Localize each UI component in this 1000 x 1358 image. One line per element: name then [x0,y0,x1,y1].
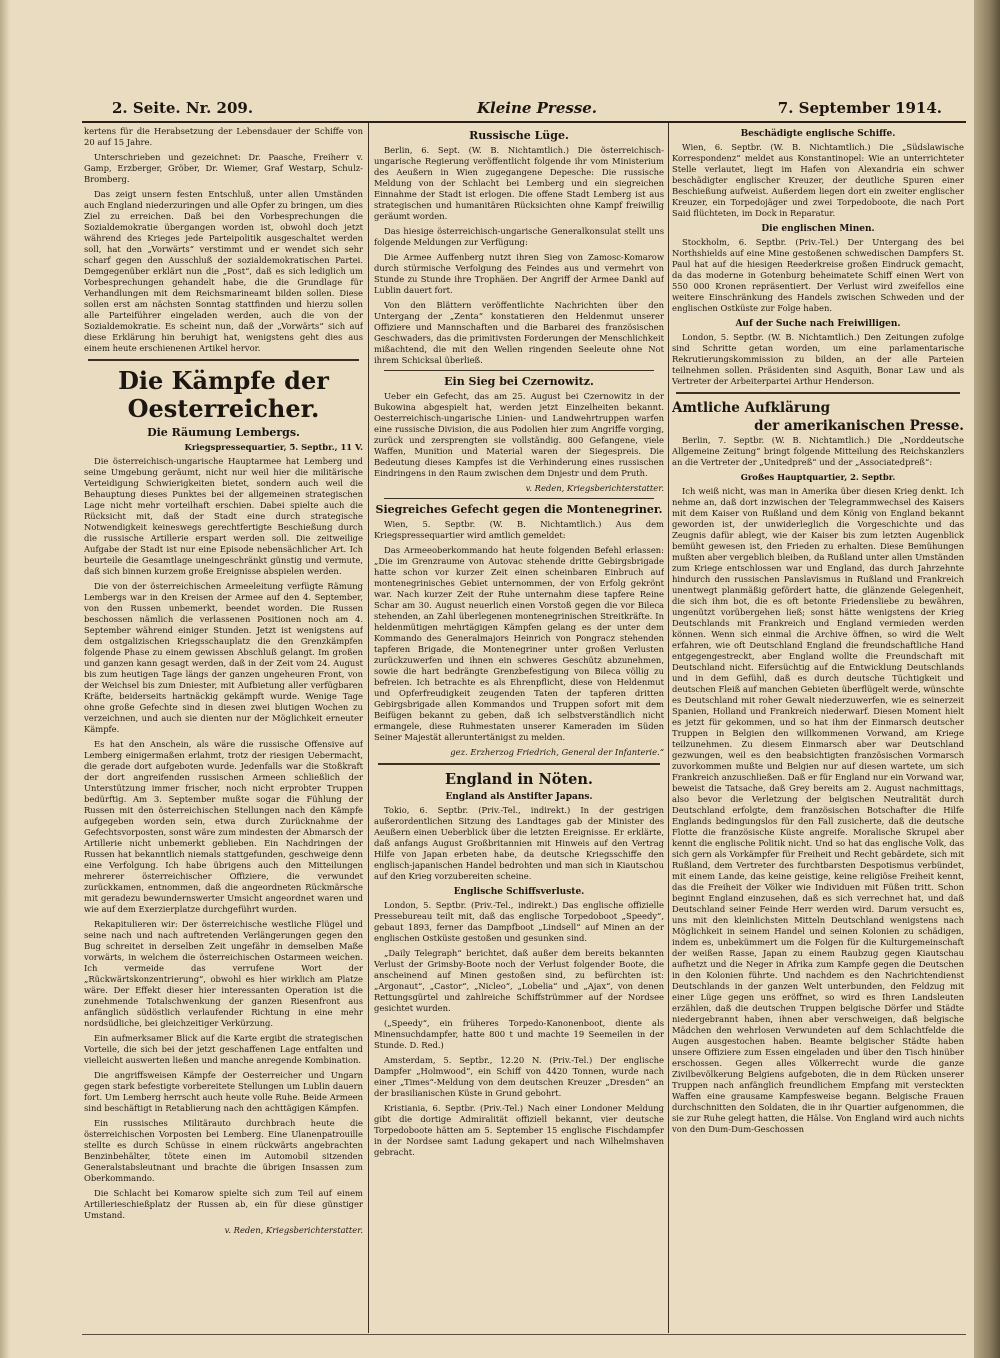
column-1 [84,126,363,1334]
article-text: kertens für die Herabsetzung der Lebensdauer der Schiffe von 20 auf 15 Jahre. [84,126,363,147]
masthead-title: Kleine Presse. [477,99,598,117]
article-text: London, 5. Septbr. (Priv.-Tel., indirekt.) Das englische offizielle Pressebureau teilt mit, daß das englische Torpedoboot „Speedy“, gebaut 1893, ferner das Dampfboot „Lindsell“ auf Minen an der englischen Ostküste gestoßen und gesunken sind. [374,900,664,943]
headline: Die Kämpfe der Oesterreicher. [118,366,329,423]
footer-rule [82,1334,966,1335]
article-text: Die angriffsweisen Kämpfe der Oesterreicher und Ungarn gegen stark befestigte vorbereitete Stellungen um Lublin dauern fort. Um Lemberg herrscht auch heute volle Ruhe. Beide Armeen sind beschäftigt in Retablierung nach den achttägigen Kämpfen. [84,1070,363,1113]
headline: Amtliche Aufklärung [672,400,831,416]
section-rule [378,763,660,765]
article-text: Rekapitulieren wir: Der österreichische westliche Flügel und seine nach und nach auftretenden Verlängerungen gegen den Bug schreitet in derselben Zeit ungefähr in demselben Maße vorwärts, in welchem die österreichischen Ostarmeen weichen. Ich vermeide das verrufene Wort der „Rückwärtskonzentrierung“, obwohl es hier wirklich am Platze wäre. Der Effekt dieser hier interessanten Operation ist die zunehmende Totalschwenkung der ganzen Riesenfront aus anfänglich südöstlich verlaufender Richtung in eine mehr nordsüdliche, bei gleichzeitiger Verkürzung. [84,919,363,1028]
headline: Beschädigte englische Schiffe. [740,129,896,139]
byline: v. Reden, Kriegsberichterstatter. [224,1225,363,1235]
article-text: Stockholm, 6. Septbr. (Priv.-Tel.) Der Untergang des bei Northshields auf eine Mine gestoßenen schwedischen Dampfers St. Paul hat auf die hiesigen Reederkreise großen Eindruck gemacht, da das moderne in Gotenburg beheimatete Schiff einen Wert von 550 000 Kronen repräsentiert. Der Verlust wird zweifellos eine weitere Einschränkung des Handels zwischen Schweden und der englischen Ostküste zur Folge haben. [672,237,964,313]
section-rule [88,359,359,361]
headline: Siegreiches Gefecht gegen die Montenegriner. [375,503,663,516]
headline: England in Nöten. [445,771,593,788]
column-3 [672,126,964,1334]
article-text: London, 5. Septbr. (W. B. Nichtamtlich.) Den Zeitungen zufolge sind Schritte getan worden, um eine parlamentarische Rekrutierungskommission zu bilden, an der alle Parteien teilnehmen sollen. Präsidenten sind Asquith, Bonar Law und als Vertreter der Arbeiterpartei Arthur Henderson. [672,332,964,386]
headline: Ein Sieg bei Czernowitz. [444,375,594,388]
column-divider [368,123,369,1333]
dateline: Kriegspressequartier, 5. Septbr., 11 V. [184,442,363,452]
subheadline: Englische Schiffsverluste. [453,887,585,897]
article-text: Die Armee Auffenberg nutzt ihren Sieg von Zamosc-Komarow durch stürmische Verfolgung des Feindes aus und vermehrt von Stunde zu Stunde ihre Trophäen. Der Angriff der Armee Dankl auf Lublin dauert fort. [374,252,664,295]
article-text: Ein russisches Militärauto durchbrach heute die österreichischen Vorposten bei Lemberg. Eine Ulanenpatrouille stellte es durch Schüsse in einem rückwärts angebrachten Benzinbehälter, tötete einen im Automobil sitzenden Generalstabsleutnant und brachte die übrigen Insassen zum Oberkommando. [84,1118,363,1183]
article-text: Kristiania, 6. Septbr. (Priv.-Tel.) Nach einer Londoner Meldung gibt die dortige Admiralität offiziell bekannt, vier deutsche Torpedoboote hätten am 5. September 15 englische Fischdampfer in der Nordsee samt Ladung gekapert und nach Wilhelmshaven gebracht. [374,1103,664,1157]
page-binding [974,0,1000,1358]
article-text: Ich weiß nicht, was man in Amerika über diesen Krieg denkt. Ich nehme an, daß dort inzwischen der Telegrammwechsel des Kaisers mit dem Kaiser von Rußland und dem König von England bekannt geworden ist, der unwiderleglich die Vorgeschichte und das Zeugnis dafür ablegt, wie der Kaiser bis zum letzten Augenblick bemüht gewesen ist, den Frieden zu erhalten. Diese Bemühungen mußten aber vergeblich bleiben, da Rußland unter allen Umständen zum Kriege entschlossen war und England, das durch Jahrzehnte hindurch den russischen Panslavismus in Rußland und Frankreich unentwegt planmäßig gefördert hatte, die glänzende Gelegenheit, die sich ihm bot, die es oft betonte Friedensliebe zu bewähren, ungenützt vorübergehen ließ; sonst hätte wenigstens der Krieg Deutschlands mit Frankreich und England vermieden werden können. Wenn sich einmal die Archive öffnen, so wird die Welt erfahren, wie oft Deutschland England die freundschaftliche Hand entgegengestreckt, aber England wollte die Freundschaft mit Deutschland nicht. Eifersüchtig auf die Entwicklung Deutschlands und in dem Gefühl, daß es durch deutsche Tüchtigkeit und deutschen Fleiß auf manchen Gebieten überflügelt werde, wünschte es Deutschland mit roher Gewalt niederzuwerfen, wie es seinerzeit Spanien, Holland und Frankreich niederwarf. Diesen Moment hielt es jetzt für gekommen, und so hat ihm der Einmarsch deutscher Truppen in Belgien den willkommenen Vorwand, am Kriege teilzunehmen. Zu diesem Einmarsch aber war Deutschland gezwungen, weil es den beabsichtigten französischen Vormarsch zuvorkommen mußte und Belgien nur auf diesen wartete, um sich Frankreich anzuschließen. Daß er für England nur ein Vorwand war, beweist die Tatsache, daß Grey bereits am 2. August nachmittags, also bevor die Verletzung der belgischen Neutralität durch Deutschland erfolgte, dem französischen Botschafter die Hilfe Englands bedingungslos für den Fall zusicherte, daß die deutsche Flotte die französische Küste angreife. Moralische Skrupel aber kennt die englische Politik nicht. Und so hat das englische Volk, das sich gern als Vorkämpfer für Freiheit und Recht gebärdete, sich mit Rußland, dem Vertreter des furchtbarsten Despotismus verbündet, mit einem Lande, das keine geistige, keine religiöse Freiheit kennt, das die Freiheit der Völker wie Individuen mit Füßen tritt. Schon beginnt England einzusehen, daß es sich verrechnet hat, und daß Deutschland seiner Feinde Herr werden wird. Darum versucht es, uns mit den kleinlichsten Mitteln Deutschland wenigstens nach Möglichkeit in seinem Handel und seinen Kolonien zu schädigen, indem es, unbekümmert um die Folgen für die Kulturgemeinschaft der weißen Rasse, Japan zu einem Raubzug gegen Kiautschau aufhetzt und die Neger in Afrika zum Kampfe gegen die Deutschen in den Kolonien führte. Und nachdem es den Nachrichtendienst Deutschlands in der ganzen Welt unterbunden, den Feldzug mit einer Lüge gegen uns eröffnet, so wird es Ihren Landsleuten erzählen, daß die deutschen Truppen belgische Dörfer und Städte niedergebrannt haben, ihnen aber verschweigen, daß belgische Mädchen den wehrlosen Verwundeten auf dem Schlachtfelde die Augen ausgestochen haben. Beamte belgischer Städte haben unsere Offiziere zum Essen eingeladen und über den Tisch hinüber erschossen. Gegen alles Völkerrecht wurde die ganze Zivilbevölkerung Belgiens aufgeboten, die in dem Rücken unserer Truppen nach anfänglich freundlichem Empfang mit versteckten Waffen eine grausame Kampfesweise begann. Belgische Frauen durchschnitten den Soldaten, die in ihr Quartier aufgenommen, die sie zur Ruhe gelegt hatten, die Hälse. Von England wird auch nichts von den Dum-Dum-Geschossen [672,486,964,1134]
article-text: Amsterdam, 5. Septbr., 12.20 N. (Priv.-Tel.) Der englische Dampfer „Holmwood“, ein Schiff von 4420 Tonnen, wurde nach einer „Times“-Meldung von dem deutschen Kreuzer „Dresden“ an der brasilianischen Küste in Grund gebohrt. [374,1055,664,1098]
issue-date: 7. September 1914. [777,99,942,117]
headline: der amerikanischen Presse. [754,418,964,434]
article-text: Die von der österreichischen Armeeleitung verfügte Rämung Lembergs war in den Kreisen der Armee auf den 4. September, von den Russen unbemerkt, beendet worden. Die Russen beschossen nämlich die verlassenen Positionen noch am 4. September während einiger Stunden. Jetzt ist wenigstens auf dem ostgalizischen Kriegsschauplatz die den Grenzkämpfen folgende Phase zu einem gewissen Abschluß gelangt. Im großen und ganzen kann gesagt werden, daß in der Zeit vom 24. August bis zum heutigen Tage längs der ganzen ungeheuren Front, von der Weichsel bis zum Dniester, mit Aufbietung aller verfügbaren Kräfte, beiderseits hartnäckig gekämpft wurde. Wenige Tage ohne große Gefechte sind in diesen zwei blutigen Wochen zu verzeichnen, und auch sie dienten nur der Möglichkeit erneuter Kämpfe. [84,581,363,734]
article-text: Die Schlacht bei Komarow spielte sich zum Teil auf einem Artillerieschießplatz der Russen ab, ein für diese günstiger Umstand. [84,1188,363,1220]
article-text: Das zeigt unsern festen Entschluß, unter allen Umständen auch England niederzuringen und alle Opfer zu bringen, um dies Ziel zu erreichen. Daß bei den Vorbesprechungen die Sozialdemokratie übergangen worden ist, obwohl doch jetzt während des Krieges jede Parteipolitik ausgeschaltet werden soll, hat den „Vorwärts“ verstimmt und er wendet sich sehr scharf gegen den Ausschluß der sozialdemokratischen Partei. Demgegenüber erklärt nun die „Post“, daß es sich lediglich um Vorbesprechungen gehandelt habe, die die Grundlage für Verhandlungen mit dem Reichsmarineamt bilden sollen. Diese sollen erst am nächsten Sonntag stattfinden und hierzu sollen alle Parteiführer eingeladen werden, auch die von der Sozialdemokratie. Es scheint nun, daß der „Vorwärts“ sich auf diese Erklärung hin beruhigt hat, wenigstens geht dies aus einem heute erschienenen Artikel hervor. [84,189,363,353]
article-text: Tokio, 6. Septbr. (Priv.-Tel., indirekt.) In der gestrigen außerordentlichen Sitzung des Landtages gab der Minister des Aeußern einen Ueberblick über die letzten Ereignisse. Er erklärte, daß anfangs August Großbritannien mit Hinweis auf den Vertrag Hilfe von Japan erbeten habe, da deutsche Kriegsschiffe den englisch-japanischen Handel bedrohten und man sich in Kiautschou auf den Krieg vorzubereiten scheine. [374,805,664,881]
article-text: Wien, 5. Septbr. (W. B. Nichtamtlich.) Aus dem Kriegspressequartier wird amtlich gemeldet: [374,519,664,540]
header-rule [82,121,966,123]
article-text: Das Armeeoberkommando hat heute folgenden Befehl erlassen: „Die im Grenzraume von Autovac stehende dritte Gebirgsbrigade hatte schon vor kurzer Zeit einen scheinbaren Einbruch auf montenegrinisches Gebiet unternommen, der von Erfolg gekrönt war. Nach kurzer Zeit der Ruhe unternahm diese tapfere Reine Schar am 30. August neuerlich einen Vorstoß gegen die vor Bileca stehenden, an Zahl überlegenen montenegrinischen Streitkräfte. In heldenmütigen mehrtägigen Kämpfen gelang es der unter dem Kommando des Generalmajors Heinrich von Pongracz stehenden tapferen Brigade, die Montenegriner unter großen Verlusten zurückzuwerfen und ihnen ein schweres Geschütz abzunehmen, sowie die hart bedrängte Grenzbefestigung von Bileca völlig zu befreien. Ich betrachte es als Ehrenpflicht, diese von Heldenmut und Opferfreudigkeit zeugenden Taten der tapferen dritten Gebirgsbrigade allen Kommandos und Truppen sofort mit dem Beifügen bekannt zu geben, daß ich selbstverständlich nicht ermangele, diese Ruhmestaten unserer Kameraden im Süden Seiner Majestät alleruntertänigst zu melden. [374,545,664,742]
article-text: Berlin, 6. Sept. (W. B. Nichtamtlich.) Die österreichisch-ungarische Regierung veröffentlicht folgende ihr vom Ministerium des Aeußern in Wien zugegangene Depesche: Die russische Meldung von der Schlacht bei Lemberg und ein siegreichen Einnahme der Stadt ist erlogen. Die offene Stadt Lemberg ist aus strategischen und humanitären Rücksichten ohne Kampf freiwillig geräumt worden. [374,145,664,221]
subheadline: England als Anstifter Japans. [445,792,593,802]
dateline: Großes Hauptquartier, 2. Septbr. [740,472,896,482]
byline: v. Reden, Kriegsberichterstatter. [525,483,664,493]
subheadline: Auf der Suche nach Freiwilligen. [735,319,901,329]
article-text: Das hiesige österreichisch-ungarische Generalkonsulat stellt uns folgende Meldungen zur Verfügung: [374,226,664,247]
page-number: 2. Seite. Nr. 209. [112,99,254,117]
article-text: Berlin, 7. Septbr. (W. B. Nichtamtlich.) Die „Norddeutsche Allgemeine Zeitung“ bringt folgende Mitteilung des Reichskanzlers an die Vertreter der „Unitedpreß“ und der „Associatedpreß“: [672,435,964,467]
column-2 [374,126,664,1334]
subheadline: Die Räumung Lembergs. [147,426,300,439]
signature-line: gez. Erzherzog Friedrich, General der Infanterie.“ [450,747,664,757]
article-text: Wien, 6. Septbr. (W. B. Nichtamtlich.) Die „Südslawische Korrespondenz“ meldet aus Konstantinopel: Wie an unterrichteter Stelle verlautet, liegt im Hafen von Alexandria ein schwer beschädigter englischer Kreuzer, der deutliche Spuren einer Beschießung aufweist. Außerdem liegen dort ein zweiter englischer Kreuzer, ein Torpedojäger und zwei Torpedoboote, die nach Port Said flüchteten, im Dock in Reparatur. [672,142,964,218]
article-text: Es hat den Anschein, als wäre die russische Offensive auf Lemberg einigermaßen erlahmt, trotz der riesigen Uebermacht, die gerade dort aufgeboten wurde. Jedenfalls war die Stoßkraft der dort angreifenden russischen Armeen schließlich der Unterstützung immer frischer, noch nicht erprobter Truppen bedürftig. Am 3. September mußte sogar die Fühlung der Russen mit den österreichischen Stellungen nach den Kämpfe aufgegeben worden sein, etwa durch Zurücknahme der Gefechtsvorposten, sonst wäre zum mindesten der Abmarsch der Artillerie nicht unbemerkt geblieben. Ein Nachdringen der Russen hat bekanntlich niemals stattgefunden, geschweige denn eine Verfolgung. Ich habe übrigens auch den Mitteilungen mehrerer österreichischer Offiziere, die verwundet zurückkamen, entnommen, daß die angeordneten Rückmärsche mit geradezu bewundernswerter Umsicht angeordnet waren und wie auf dem Exerzierplatze durchgeführt wurden. [84,739,363,914]
article-text: Von den Blättern veröffentlichte Nachrichten über den Untergang der „Zenta“ konstatieren den Heldenmut unserer Offiziere und Mannschaften und die Barbarei des französischen Geschwaders, das die primitivsten Forderungen der Menschlichkeit mißachtend, die mit den Wellen ringenden Seeleute ohne Not ihrem Schicksal überließ. [374,300,664,365]
page-header [82,99,942,121]
subheadline: Die englischen Minen. [761,224,875,234]
article-text: Ein aufmerksamer Blick auf die Karte ergibt die strategischen Vorteile, die sich bei der jetzt geschaffenen Lage entfalten und vielleicht auswerten ließen und manche anregende Kombination. [84,1033,363,1065]
page-left-edge [0,0,10,1358]
column-divider [668,123,669,1333]
article-text: „Daily Telegraph“ berichtet, daß außer dem bereits bekannten Verlust der Grimsby-Boote noch der Verlust folgender Boote, die anscheinend auf Minen gestoßen sind, zu befürchten ist: „Argonaut“, „Castor“, „Nicleo“, „Lobelia“ und „Ajax“, von denen Rettungsgürtel und zahlreiche Schiffstrümmer auf der Nordsee gesichtet wurden. [374,948,664,1013]
article-text: Unterschrieben und gezeichnet: Dr. Paasche, Freiherr v. Gamp, Erzberger, Gröber, Dr. Wiemer, Graf Westarp, Schulz-Bromberg. [84,152,363,184]
article-text: („Speedy“, ein früheres Torpedo-Kanonenboot, diente als Minensuchdampfer, hatte 800 t und machte 19 Seemeilen in der Stunde. D. Red.) [374,1018,664,1050]
article-text: Die österreichisch-ungarische Hauptarmee hat Lemberg und seine Umgebung geräumt, nicht nur weil hier die militärische Verteidigung Schwierigkeiten bietet, sondern auch weil die Behauptung dieses Punktes bei der allgemeinen strategischen Lage nicht mehr vorteilhaft erschien. Dabei spielte auch die Rücksicht mit, daß der Stadt eine durch strategische Notwendigkeit keineswegs gerechtfertigte Beschießung durch die russische Artillerie erspart werden soll. Die zeitweilige Aufgabe der Stadt ist nur eine Episode nebensächlicher Art. Ich beurteile die Gesamtlage uneingeschränkt günstig und vermute, daß sich binnen kurzem große Ereignisse abspielen werden. [84,456,363,576]
article-text: Ueber ein Gefecht, das am 25. August bei Czernowitz in der Bukowina abgespielt hat, werden jetzt Einzelheiten bekannt. Oesterreichisch-ungarische Linien- und Landwehrtruppen warfen eine russische Division, die aus Podolien hier zum Angriffe vorging, zurück und zersprengten sie vollständig. 800 Gefangene, viele Waffen, Munition und Material waren der Siegespreis. Die Bedeutung dieses Kampfes ist die Verhinderung eines russischen Eindringens in den Raum zwischen dem Dnjestr und dem Pruth. [374,391,664,478]
headline: Russische Lüge. [469,129,569,142]
section-rule [676,392,960,394]
section-rule [384,498,654,499]
section-rule [384,370,654,371]
